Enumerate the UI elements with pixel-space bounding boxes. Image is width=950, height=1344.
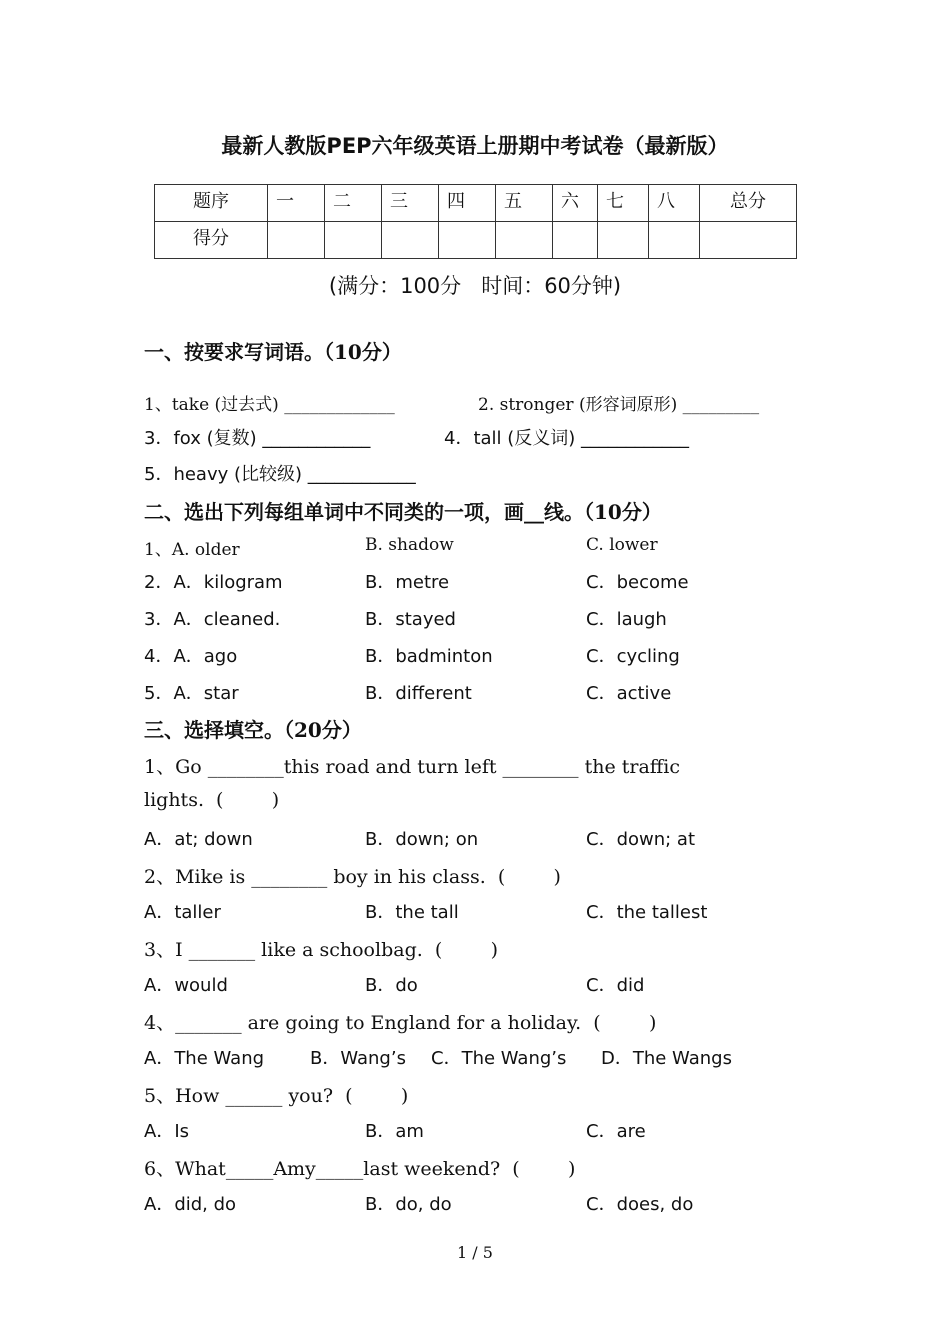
section-2-option: 4．A．ago — [144, 646, 238, 667]
section-3-option: C．are — [586, 1121, 646, 1142]
section-3-option: A．The Wang — [144, 1048, 265, 1069]
section-3-option: B．do, do — [365, 1194, 452, 1215]
score-header-label: 总分 — [730, 191, 766, 212]
score-table-header-row — [155, 185, 797, 222]
section-3-option: C．the tallest — [586, 902, 708, 923]
section-2-option: C．active — [586, 683, 672, 704]
section-2-option: 1、A. older — [144, 540, 240, 560]
section-2-option: B．metre — [365, 572, 450, 593]
section-3-option: B．down; on — [365, 829, 479, 850]
score-header-label: 一 — [276, 191, 294, 212]
section-3-option: C．did — [586, 975, 645, 996]
section-2-option: 5．A．star — [144, 683, 239, 704]
score-table-cell — [598, 185, 649, 222]
score-table-cell — [700, 185, 797, 222]
score-table-cell — [325, 185, 382, 222]
section-3-question-3: 3、I _______ like a schoolbag. ( ) — [144, 939, 498, 961]
section-3-question-1: 1、Go ________this road and turn left ________ the traffic — [144, 756, 681, 778]
section-3-option: C．down; at — [586, 829, 696, 850]
score-table-cell — [553, 185, 598, 222]
section-3-option: A．at; down — [144, 829, 253, 850]
score-input-cell[interactable] — [598, 222, 649, 259]
score-table-cell — [268, 185, 325, 222]
section-2-option: 2．A．kilogram — [144, 572, 283, 593]
score-header-label: 七 — [606, 191, 624, 212]
score-input-cell[interactable] — [325, 222, 382, 259]
section-2-option: C. lower — [586, 535, 658, 555]
section-3-option: A．would — [144, 975, 228, 996]
section-3-option: B．am — [365, 1121, 424, 1142]
section-3-option: A．taller — [144, 902, 221, 923]
section-2-option: C．cycling — [586, 646, 680, 667]
section-3-option: B．the tall — [365, 902, 459, 923]
page-number: 1 / 5 — [457, 1243, 493, 1262]
section-3-option: A．did, do — [144, 1194, 237, 1215]
score-table-cell — [382, 185, 439, 222]
section-3-option: A．Is — [144, 1121, 189, 1142]
section-2-option: B. shadow — [365, 535, 454, 555]
section-3-option: C．does, do — [586, 1194, 694, 1215]
section-3-question-2: 2、Mike is ________ boy in his class. ( ) — [144, 866, 561, 888]
score-table-cell — [496, 185, 553, 222]
section-1-question-4: 4．tall (反义词) ____________ — [444, 428, 690, 449]
section-1-question-3: 3．fox (复数) ____________ — [144, 428, 371, 449]
section-3-question-6: 6、What_____Amy_____last weekend? ( ) — [144, 1158, 576, 1180]
section-3-option: B．Wang’s — [310, 1048, 406, 1069]
score-input-cell[interactable] — [439, 222, 496, 259]
score-input-cell[interactable] — [700, 222, 797, 259]
score-table-cell — [155, 222, 268, 259]
section-3-question-1-cont: lights. ( ) — [144, 789, 280, 811]
score-header-label: 六 — [561, 191, 579, 212]
score-header-label: 二 — [333, 191, 351, 212]
score-header-label: 题序 — [193, 191, 229, 212]
score-header-label: 八 — [657, 191, 675, 212]
score-table-cell — [649, 185, 700, 222]
score-header-label: 四 — [447, 191, 465, 212]
section-3-question-5: 5、How ______ you? ( ) — [144, 1085, 409, 1107]
score-table — [154, 184, 797, 259]
section-3-option: D．The Wangs — [601, 1048, 732, 1069]
score-input-cell[interactable] — [382, 222, 439, 259]
section-3-option: B．do — [365, 975, 418, 996]
exam-info: (满分：100分 时间：60分钟) — [328, 274, 622, 298]
score-header-label: 五 — [504, 191, 522, 212]
section-2-option: B．stayed — [365, 609, 456, 630]
section-2-heading: 二、选出下列每组单词中不同类的一项，画__线。（10分） — [144, 500, 662, 524]
score-input-cell[interactable] — [496, 222, 553, 259]
score-table-cell — [439, 185, 496, 222]
section-2-option: 3．A．cleaned. — [144, 609, 281, 630]
score-row-label: 得分 — [193, 228, 229, 249]
section-1-question-5: 5．heavy (比较级) ____________ — [144, 464, 416, 485]
score-input-cell[interactable] — [553, 222, 598, 259]
page-title: 最新人教版PEP六年级英语上册期中考试卷（最新版） — [221, 134, 729, 158]
section-2-option: C．become — [586, 572, 689, 593]
section-1-question-1: 1、take (过去式) _____________ — [144, 395, 395, 415]
score-header-label: 三 — [390, 191, 408, 212]
section-2-option: B．badminton — [365, 646, 493, 667]
section-2-option: B．different — [365, 683, 472, 704]
section-3-question-4: 4、_______ are going to England for a holiday. ( ) — [144, 1012, 657, 1034]
score-input-cell[interactable] — [268, 222, 325, 259]
section-2-option: C．laugh — [586, 609, 667, 630]
score-table-cell — [155, 185, 268, 222]
section-3-option: C．The Wang’s — [431, 1048, 567, 1069]
section-1-question-2: 2. stronger (形容词原形) _________ — [478, 395, 760, 415]
section-3-heading: 三、选择填空。（20分） — [144, 718, 362, 742]
score-input-cell[interactable] — [649, 222, 700, 259]
section-1-heading: 一、按要求写词语。（10分） — [144, 340, 402, 364]
score-table-score-row — [155, 222, 797, 259]
